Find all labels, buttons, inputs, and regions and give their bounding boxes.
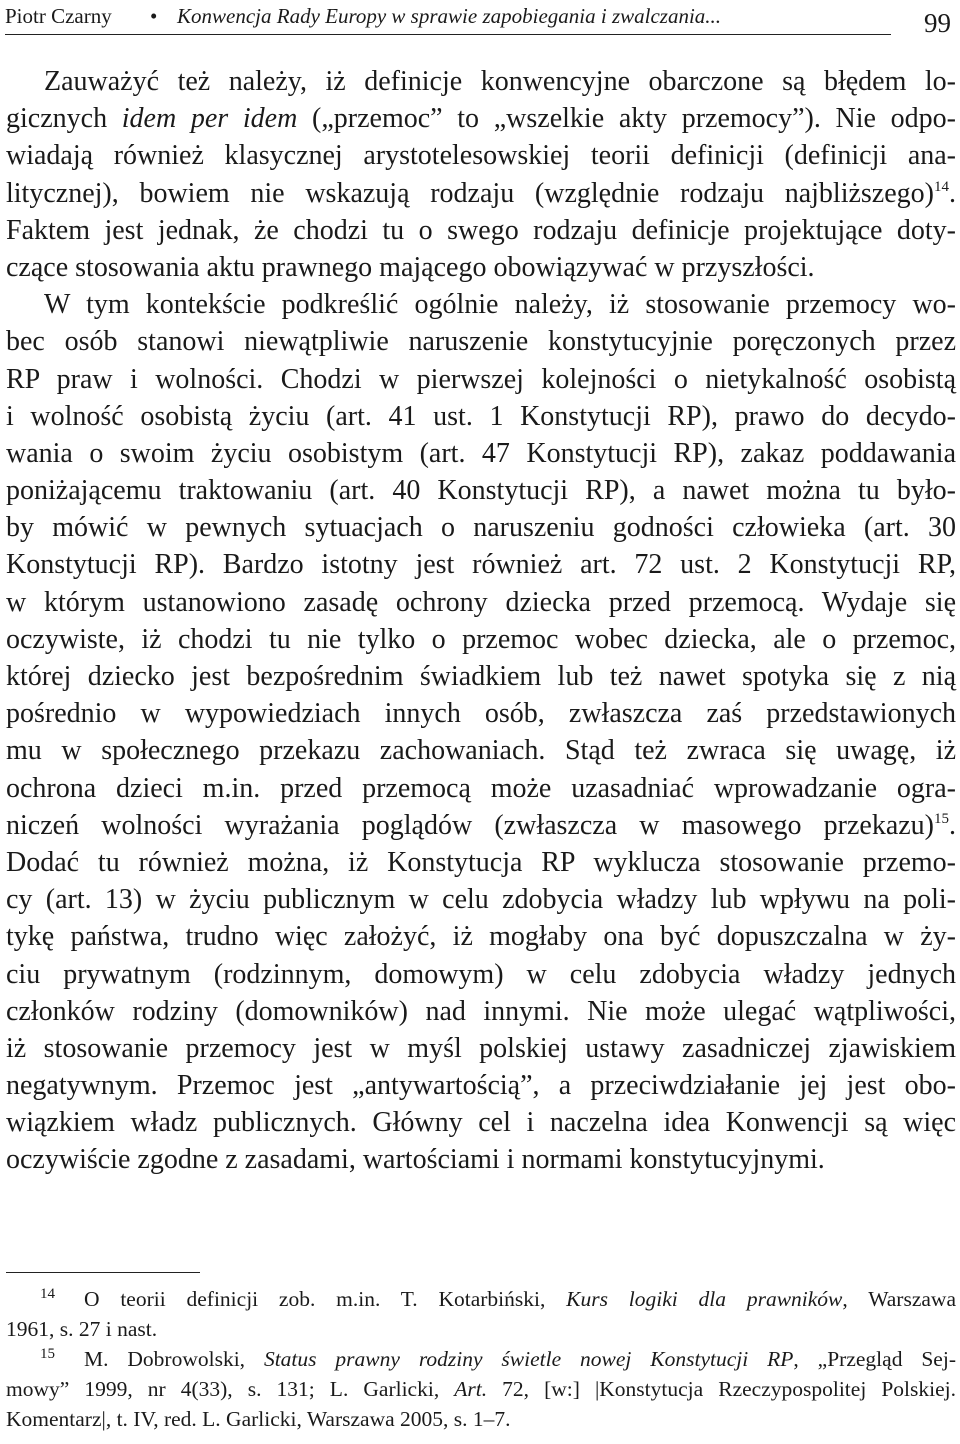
text-line: i wolność osobistą życiu (art. 41 ust. 1 Konstytucji RP), prawo do decydo- <box>6 400 956 432</box>
header-rule <box>5 34 891 35</box>
text-line: w którym ustanowiono zasadę ochrony dziecka przed przemocą. Wydaje się <box>6 586 956 618</box>
header-author: Piotr Czarny <box>5 4 112 28</box>
header-bullet: • <box>150 4 158 28</box>
footnote-ref: 15 <box>934 810 949 827</box>
text-line: tykę państwa, trudno więc założyć, iż mogłaby ona być dopuszczalna w ży- <box>6 921 956 953</box>
text-line: bec osób stanowi niewątpliwie naruszenie konstytucyjnie poręczonych przez <box>6 326 956 358</box>
text-line: Konstytucji RP). Bardzo istotny jest również art. 72 ust. 2 Konstytucji RP, <box>6 549 956 581</box>
text-line: oczywiste, iż chodzi tu nie tylko o przemoc wobec dziecka, ale o przemoc, <box>6 623 956 655</box>
text-line: pośrednio w wypowiedziach innych osób, zwłaszcza zaś przedstawionych <box>6 698 956 730</box>
footnote-line: 1961, s. 27 i nast. <box>6 1317 158 1341</box>
text-line: gicznych idem per idem („przemoc” to „wszelkie akty przemocy”). Nie odpo- <box>6 103 956 135</box>
text-line: ochrona dzieci m.in. przed przemocą może uzasadniać wprowadzanie ogra- <box>6 772 956 804</box>
footnote-15 <box>6 1344 956 1434</box>
footnote-14 <box>6 1284 956 1344</box>
text-line: Zauważyć też należy, iż definicje konwencyjne obarczone są błędem lo- <box>44 66 956 97</box>
text-line: niczeń wolności wyrażania poglądów (zwłaszcza w masowego przekazu)$^{15}$. <box>6 809 956 841</box>
text-line: Faktem jest jednak, że chodzi tu o swego rodzaju definicje projektujące doty- <box>6 214 956 246</box>
footnote-line: mowy” 1999, nr 4(33), s. 131; L. Garlicki, Art. 72, [w:] |Konstytucja Rzeczypospolitej Polskiej. <box>6 1377 957 1401</box>
text-line: litycznej), bowiem nie wskazują rodzaju (względnie rodzaju najbliższego)$^{14}$. <box>6 177 956 209</box>
footnote-line: Komentarz|, t. IV, red. L. Garlicki, Warszawa 2005, s. 1–7. <box>6 1407 511 1431</box>
text-line: negatywnym. Przemoc jest „antywartością”, a przeciwdziałanie jej jest obo- <box>6 1070 956 1102</box>
footnote-line: 15 M. Dobrowolski, Status prawny rodziny świetle nowej Konstytucji RP, „Przegląd Sej- <box>40 1346 956 1371</box>
text-line: W tym kontekście podkreślić ogólnie należy, iż stosowanie przemocy wo- <box>44 289 956 321</box>
text-line: RP praw i wolności. Chodzi w pierwszej kolejności o nietykalność osobistą <box>6 363 956 395</box>
text-line: ciu prywatnym (rodzinnym, domowym) w celu zdobycia władzy jednych <box>6 958 956 990</box>
text-line: czące stosowania aktu prawnego mającego obowiązywać w przyszłości. <box>6 251 815 283</box>
text-line: iż stosowanie przemocy jest w myśl polskiej ustawy zasadniczej zjawiskiem <box>6 1032 956 1064</box>
text-line: wiadają również klasycznej arystotelesowskiej teorii definicji (definicji ana- <box>6 140 956 172</box>
main-text <box>6 63 956 1179</box>
footnote-line: 14 O teorii definicji zob. m.in. T. Kotarbiński, Kurs logiki dla prawników, Warszawa <box>40 1286 956 1311</box>
text-line: by mówić w pewnych sytuacjach o naruszeniu godności człowieka (art. 30 <box>6 512 956 544</box>
footnote-separator <box>6 1272 200 1273</box>
header-running-title: Konwencja Rady Europy w sprawie zapobiegania i zwalczania... <box>177 4 722 28</box>
footnote-ref: 14 <box>934 178 949 195</box>
text-line: wiązkiem władz publicznych. Główny cel i naczelna idea Konwencji są więc <box>6 1107 956 1139</box>
text-line: cy (art. 13) w życiu publicznym w celu zdobycia władzy lub wpływu na poli- <box>6 884 956 916</box>
text-line: mu w społecznego przekazu zachowaniach. Stąd też zwraca się uwagę, iż <box>6 735 956 767</box>
text-line: członków rodziny (domowników) nad innymi. Nie może ulegać wątpliwości, <box>6 995 956 1027</box>
text-line: poniżającemu traktowaniu (art. 40 Konstytucji RP), a nawet można tu było- <box>6 475 956 507</box>
page-number: 99 <box>924 8 951 38</box>
footnotes <box>6 1284 956 1434</box>
text-line: wania o swoim życiu osobistym (art. 47 Konstytucji RP), zakaz poddawania <box>6 437 956 469</box>
text-line: Dodać tu również można, iż Konstytucja RP wyklucza stosowanie przemo- <box>6 846 956 878</box>
text-line: oczywiście zgodne z zasadami, wartościami i normami konstytucyjnymi. <box>6 1144 825 1176</box>
running-header <box>5 0 955 40</box>
text-line: której dziecko jest bezpośrednim świadkiem lub też nawet spotyka się z nią <box>6 661 956 692</box>
